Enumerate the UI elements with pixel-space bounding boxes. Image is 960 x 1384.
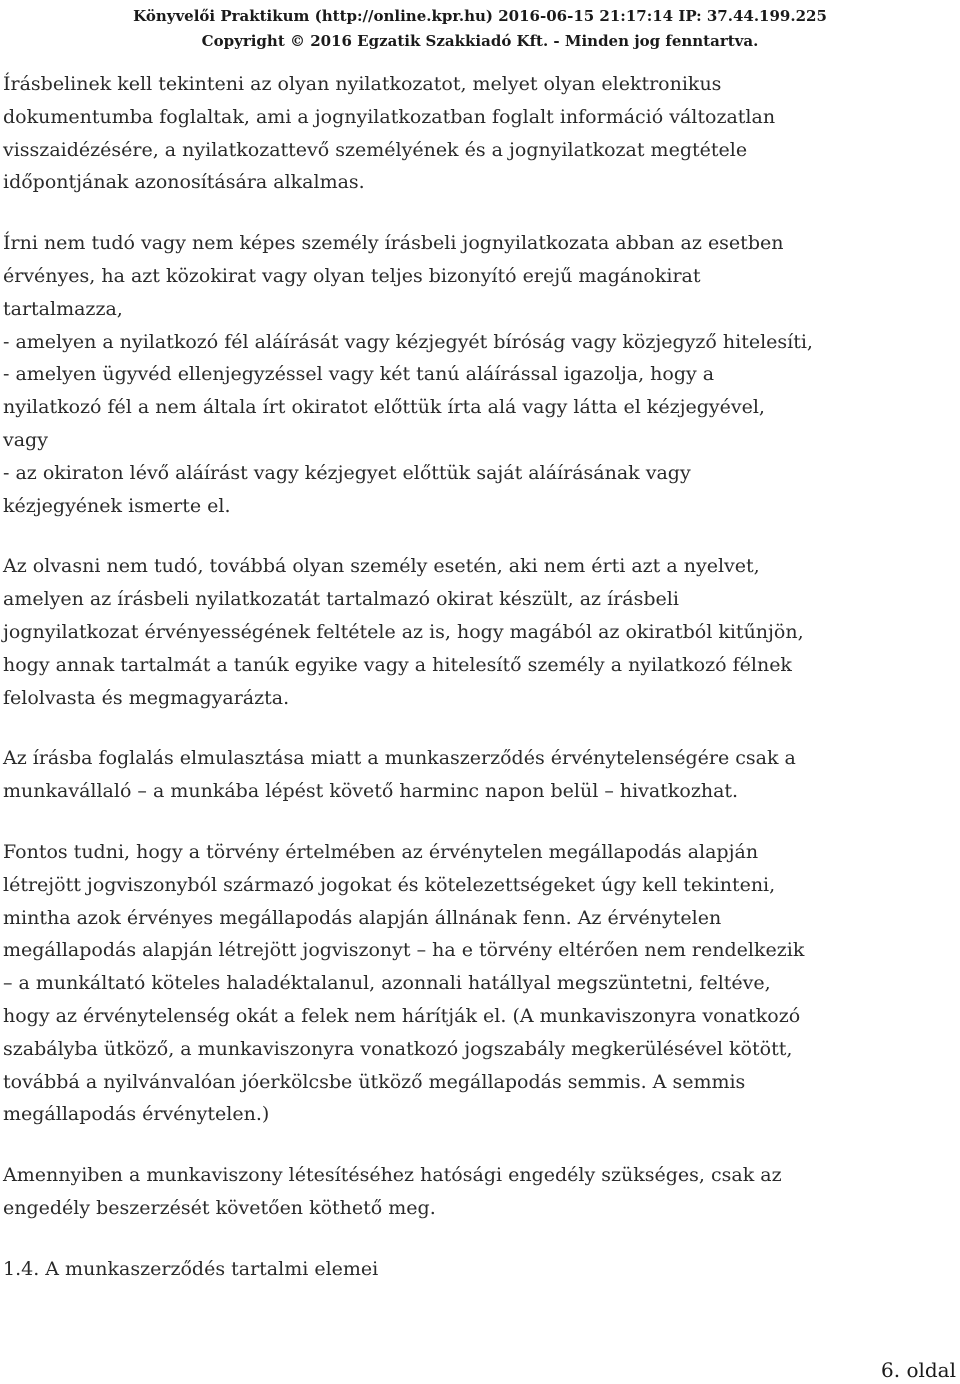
text-line: szabályba ütköző, a munkaviszonyra vonatkozó jogszabály megkerülésével kötött, — [3, 1037, 793, 1060]
text-line: – a munkáltató köteles haladéktalanul, azonnali hatállyal megszüntetni, feltéve, — [3, 972, 771, 995]
page-header — [0, 4, 960, 54]
page-number: 6. oldal — [881, 1358, 956, 1382]
text-line: létrejött jogviszonyból származó jogokat és kötelezettségeket úgy kell tekinteni, — [3, 873, 776, 896]
text-line: - amelyen ügyvéd ellenjegyzéssel vagy két tanú aláírással igazolja, hogy a — [3, 363, 715, 386]
section-heading — [3, 1253, 957, 1286]
paragraph — [3, 227, 957, 522]
text-line: munkavállaló – a munkába lépést követő harminc napon belül – hivatkozhat. — [3, 780, 739, 803]
text-line: amelyen az írásbeli nyilatkozatát tartalmazó okirat készült, az írásbeli — [3, 588, 679, 611]
header-prefix: Könyvelői Praktikum ( — [133, 7, 322, 25]
text-line: nyilatkozó fél a nem általa írt okiratot előttük írta alá vagy látta el kézjegyével, — [3, 396, 765, 419]
text-line: visszaidézésére, a nyilatkozattevő személyének és a jognyilatkozat megtétele — [3, 138, 748, 161]
paragraph — [3, 742, 957, 808]
document-body — [3, 68, 957, 1314]
text-line: Az írásba foglalás elmulasztása miatt a munkaszerződés érvénytelenségére csak a — [3, 747, 796, 770]
text-line: Amennyiben a munkaviszony létesítéséhez hatósági engedély szükséges, csak az — [3, 1164, 782, 1187]
text-line: - amelyen a nyilatkozó fél aláírását vagy kézjegyét bíróság vagy közjegyző hitelesíti, — [3, 330, 813, 353]
paragraph — [3, 550, 957, 714]
paragraph — [3, 836, 957, 1131]
header-suffix: ) 2016-06-15 21:17:14 IP: 37.44.199.225 — [485, 7, 827, 25]
text-line: felolvasta és megmagyarázta. — [3, 686, 290, 709]
paragraph — [3, 68, 957, 199]
text-line: 1.4. A munkaszerződés tartalmi elemei — [3, 1257, 379, 1280]
text-line: tartalmazza, — [3, 297, 123, 320]
text-line: Az olvasni nem tudó, továbbá olyan személy esetén, aki nem érti azt a nyelvet, — [3, 555, 760, 578]
text-line: engedély beszerzését követően köthető meg. — [3, 1196, 436, 1219]
text-line: Fontos tudni, hogy a törvény értelmében az érvénytelen megállapodás alapján — [3, 840, 759, 863]
text-line: megállapodás érvénytelen.) — [3, 1103, 270, 1126]
text-line: kézjegyének ismerte el. — [3, 494, 231, 517]
text-line: hogy az érvénytelenség okát a felek nem hárítják el. (A munkaviszonyra vonatkozó — [3, 1004, 801, 1027]
text-line: megállapodás alapján létrejött jogviszonyt – ha e törvény eltérően nem rendelkezik — [3, 939, 805, 962]
text-line: érvényes, ha azt közokirat vagy olyan teljes bizonyító erejű magánokirat — [3, 264, 701, 287]
text-line: Írni nem tudó vagy nem képes személy írásbeli jognyilatkozata abban az esetben — [3, 232, 784, 255]
text-line: vagy — [3, 428, 48, 451]
text-line: továbbá a nyilvánvalóan jóerkölcsbe ütköző megállapodás semmis. A semmis — [3, 1070, 746, 1093]
text-line: - az okiraton lévő aláírást vagy kézjegyet előttük saját aláírásának vagy — [3, 461, 691, 484]
header-copyright-line: Copyright © 2016 Egzatik Szakkiadó Kft. - Minden jog fenntartva. — [201, 32, 759, 50]
text-line: hogy annak tartalmát a tanúk egyike vagy a hitelesítő személy a nyilatkozó félnek — [3, 653, 792, 676]
source-link[interactable]: http://online.kpr.hu — [321, 7, 486, 25]
text-line: Írásbelinek kell tekinteni az olyan nyilatkozatot, melyet olyan elektronikus — [3, 73, 722, 95]
text-line: mintha azok érvényes megállapodás alapján állnának fenn. Az érvénytelen — [3, 906, 722, 929]
text-line: időpontjának azonosítására alkalmas. — [3, 171, 365, 194]
text-line: dokumentumba foglaltak, ami a jognyilatkozatban foglalt információ változatlan — [3, 105, 776, 128]
text-line: jognyilatkozat érvényességének feltétele az is, hogy magából az okiratból kitűnjön, — [3, 620, 804, 643]
header-source-line — [0, 4, 960, 29]
paragraph — [3, 1159, 957, 1225]
